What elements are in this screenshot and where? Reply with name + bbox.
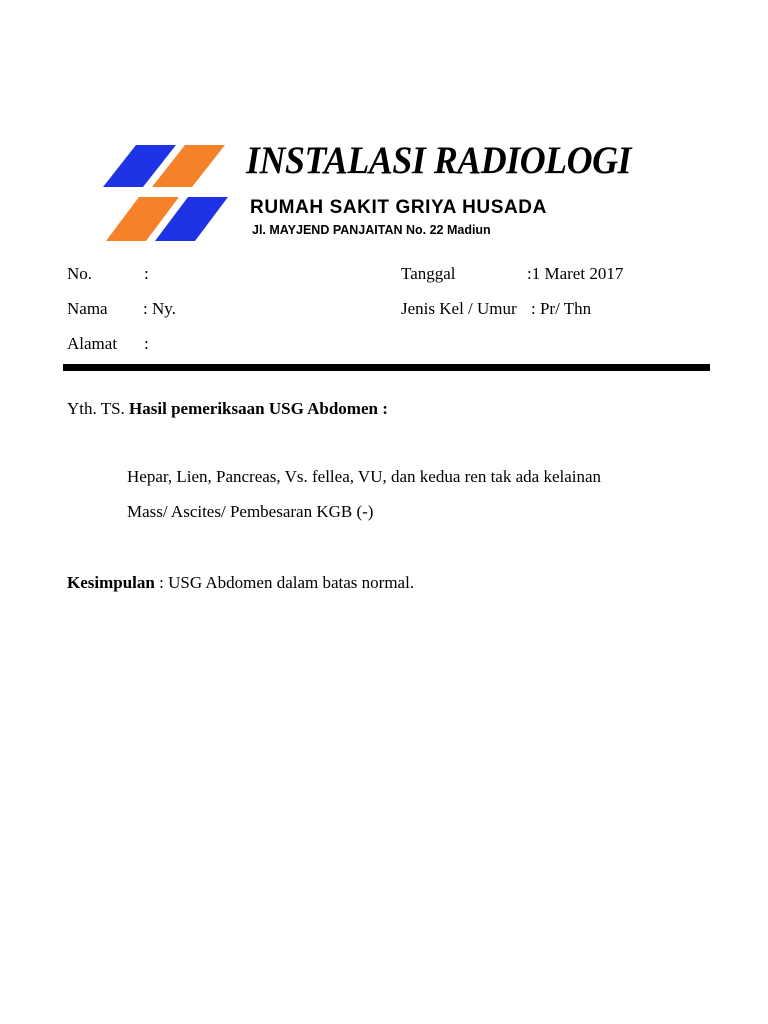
header-divider bbox=[63, 364, 710, 371]
conclusion-text: : USG Abdomen dalam batas normal. bbox=[154, 573, 415, 592]
hospital-name: RUMAH SAKIT GRIYA HUSADA bbox=[250, 197, 547, 218]
department-title: INSTALASI RADIOLOGI bbox=[246, 139, 632, 182]
finding-line-2: Mass/ Ascites/ Pembesaran KGB (-) bbox=[127, 502, 374, 521]
nama-value: : Ny. bbox=[143, 299, 176, 318]
no-separator: : bbox=[144, 264, 149, 283]
greeting: Yth. TS. bbox=[67, 399, 125, 418]
hospital-address: Jl. MAYJEND PANJAITAN No. 22 Madiun bbox=[252, 223, 491, 237]
hospital-logo-icon bbox=[103, 143, 231, 243]
finding-line-1: Hepar, Lien, Pancreas, Vs. fellea, VU, dan kedua ren tak ada kelainan bbox=[127, 467, 602, 486]
report-heading-line bbox=[67, 399, 388, 419]
jenis-kelamin-umur-value: : Pr/ Thn bbox=[531, 299, 592, 318]
alamat-separator: : bbox=[144, 334, 149, 353]
conclusion-line bbox=[67, 573, 414, 593]
conclusion-label: Kesimpulan bbox=[67, 573, 155, 592]
nama-label: Nama bbox=[67, 299, 108, 318]
jenis-kelamin-umur-label: Jenis Kel / Umur bbox=[401, 299, 517, 318]
no-label: No. bbox=[67, 264, 93, 283]
alamat-label: Alamat bbox=[67, 334, 118, 353]
tanggal-value: :1 Maret 2017 bbox=[527, 264, 624, 283]
report-heading: Hasil pemeriksaan USG Abdomen : bbox=[129, 399, 388, 418]
tanggal-label: Tanggal bbox=[401, 264, 456, 283]
